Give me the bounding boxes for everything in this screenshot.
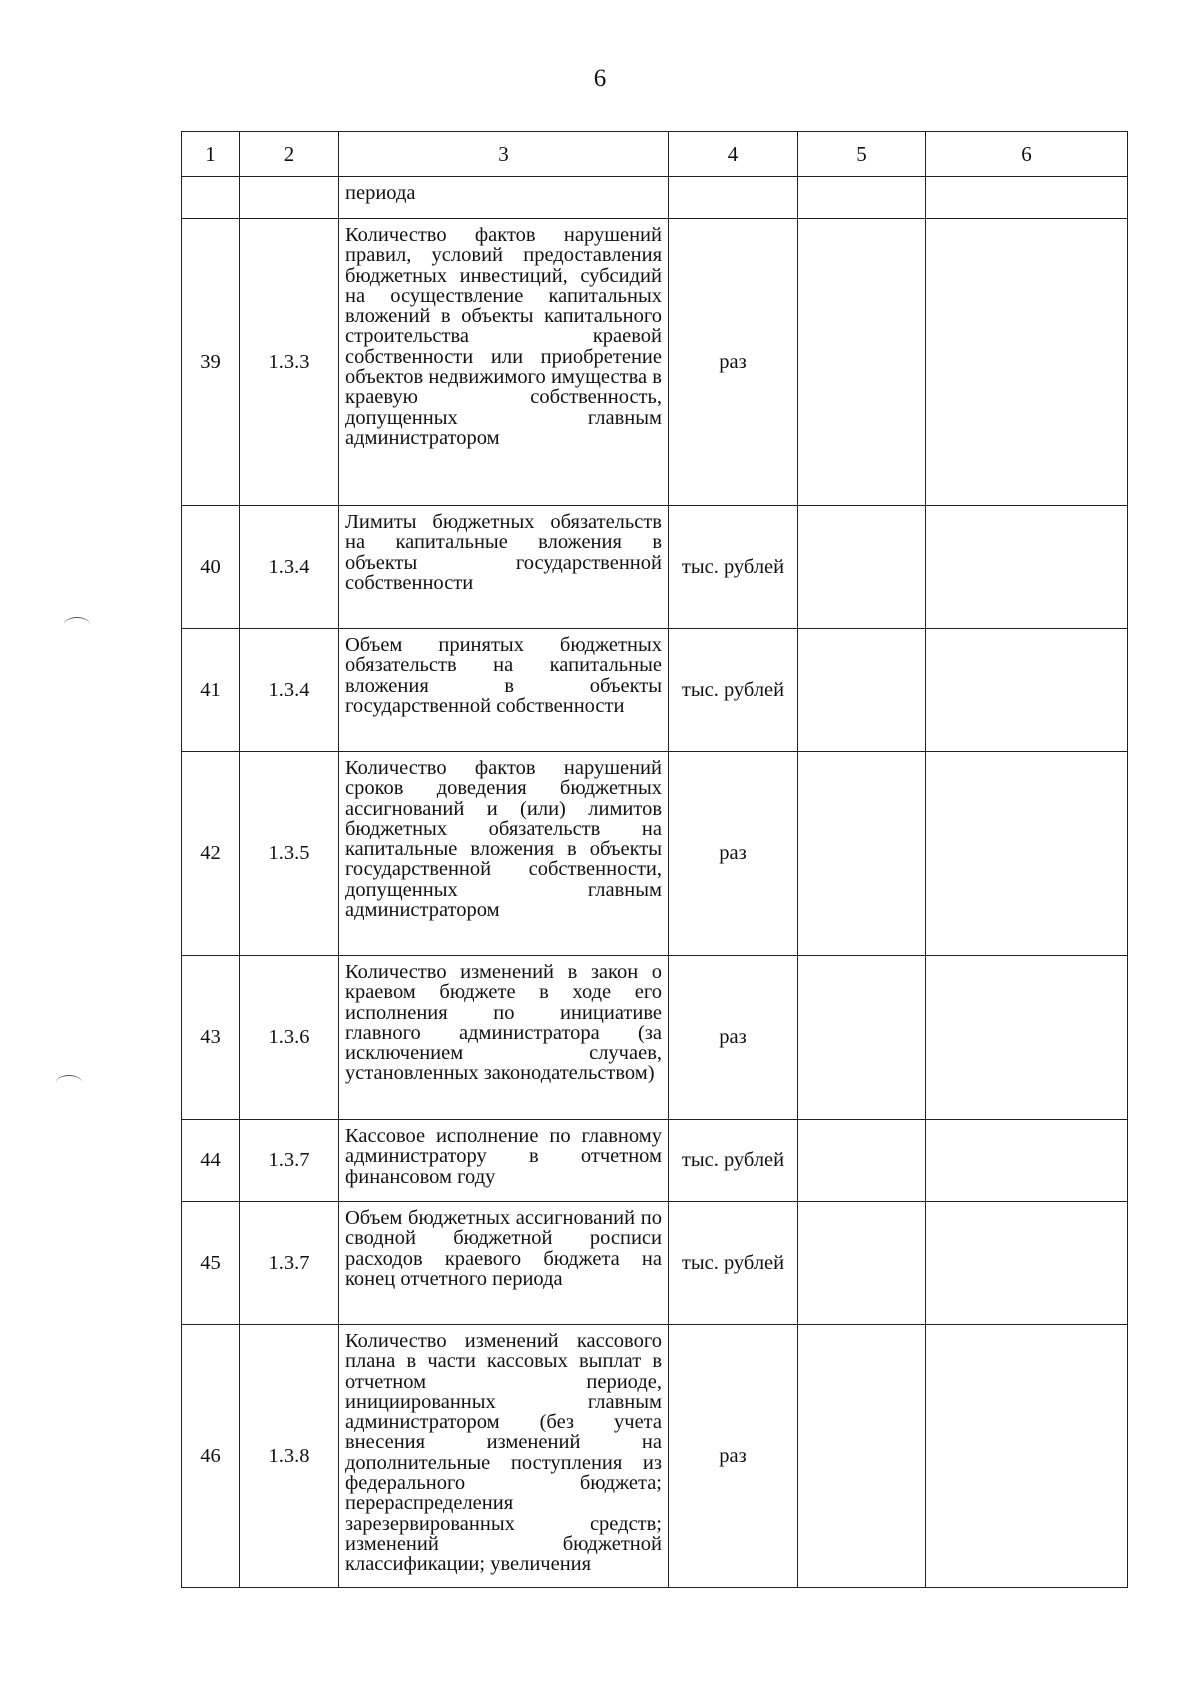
table-row: [182, 956, 1128, 1120]
row-description-cell: Количество изменений в закон о краевом бюджете в ходе его исполнения по инициативе главного администратора (за исключением случаев, установленных законодательством): [339, 956, 669, 1120]
row-number-cell: 45: [182, 1202, 240, 1325]
table-row: [182, 629, 1128, 752]
table-row: [182, 1202, 1128, 1325]
row-code-cell: 1.3.7: [240, 1202, 339, 1325]
table-row: [182, 177, 1128, 219]
row-value-cell: [926, 1202, 1128, 1325]
row-description-cell: Объем бюджетных ассигнований по сводной бюджетной росписи расходов краевого бюджета на конец отчетного периода: [339, 1202, 669, 1325]
row-number-cell: 46: [182, 1325, 240, 1588]
margin-mark: [56, 1075, 82, 1090]
row-value-cell: [926, 177, 1128, 219]
row-unit-cell: тыс. рублей: [669, 1202, 798, 1325]
table-row: [182, 1120, 1128, 1202]
row-value-cell: [798, 956, 926, 1120]
row-number-cell: 41: [182, 629, 240, 752]
row-value-cell: [798, 506, 926, 629]
header-cell: 5: [798, 132, 926, 177]
row-unit-cell: раз: [669, 219, 798, 506]
header-cell: 3: [339, 132, 669, 177]
row-code-cell: [240, 177, 339, 219]
row-value-cell: [926, 506, 1128, 629]
header-cell: 1: [182, 132, 240, 177]
row-description-cell: периода: [339, 177, 669, 219]
page-number: 6: [593, 65, 607, 92]
row-code-cell: 1.3.4: [240, 506, 339, 629]
row-description-cell: Количество изменений кассового плана в части кассовых выплат в отчетном периоде, инициированных главным администратором (без учета внесения изменений на дополнительные поступления из федерального бюджета; перераспределения зарезервированных средств; изменений бюджетной классификации; увеличения: [339, 1325, 669, 1588]
row-value-cell: [926, 956, 1128, 1120]
table-header-row: [182, 132, 1128, 177]
row-number-cell: 42: [182, 752, 240, 956]
row-unit-cell: раз: [669, 1325, 798, 1588]
row-value-cell: [926, 1325, 1128, 1588]
row-code-cell: 1.3.3: [240, 219, 339, 506]
row-value-cell: [926, 629, 1128, 752]
margin-mark: [64, 617, 90, 632]
row-value-cell: [926, 219, 1128, 506]
row-number-cell: 44: [182, 1120, 240, 1202]
row-code-cell: 1.3.8: [240, 1325, 339, 1588]
row-value-cell: [926, 1120, 1128, 1202]
row-unit-cell: [669, 177, 798, 219]
row-number-cell: [182, 177, 240, 219]
row-unit-cell: тыс. рублей: [669, 1120, 798, 1202]
row-value-cell: [798, 629, 926, 752]
table-row: [182, 219, 1128, 506]
row-unit-cell: тыс. рублей: [669, 506, 798, 629]
row-code-cell: 1.3.6: [240, 956, 339, 1120]
row-description-cell: Объем принятых бюджетных обязательств на капитальные вложения в объекты государственной собственности: [339, 629, 669, 752]
table-row: [182, 1325, 1128, 1588]
header-cell: 2: [240, 132, 339, 177]
row-number-cell: 39: [182, 219, 240, 506]
row-unit-cell: раз: [669, 956, 798, 1120]
table-row: [182, 752, 1128, 956]
row-value-cell: [798, 219, 926, 506]
row-code-cell: 1.3.7: [240, 1120, 339, 1202]
row-value-cell: [798, 1120, 926, 1202]
row-value-cell: [798, 1202, 926, 1325]
row-value-cell: [926, 752, 1128, 956]
row-unit-cell: раз: [669, 752, 798, 956]
row-code-cell: 1.3.4: [240, 629, 339, 752]
row-description-cell: Кассовое исполнение по главному администратору в отчетном финансовом году: [339, 1120, 669, 1202]
indicators-table: [181, 131, 1128, 1588]
row-value-cell: [798, 1325, 926, 1588]
row-value-cell: [798, 752, 926, 956]
table-row: [182, 506, 1128, 629]
row-description-cell: Количество фактов нарушений правил, условий предоставления бюджетных инвестиций, субсидий на осуществление капитальных вложений в объекты капитального строительства краевой собственности или приобретение объектов недвижимого имущества в краевую собственность, допущенных главным администратором: [339, 219, 669, 506]
row-code-cell: 1.3.5: [240, 752, 339, 956]
row-description-cell: Лимиты бюджетных обязательств на капитальные вложения в объекты государственной собственности: [339, 506, 669, 629]
row-number-cell: 40: [182, 506, 240, 629]
row-value-cell: [798, 177, 926, 219]
row-unit-cell: тыс. рублей: [669, 629, 798, 752]
row-description-cell: Количество фактов нарушений сроков доведения бюджетных ассигнований и (или) лимитов бюджетных обязательств на капитальные вложения в объекты государственной собственности, допущенных главным администратором: [339, 752, 669, 956]
row-number-cell: 43: [182, 956, 240, 1120]
header-cell: 6: [926, 132, 1128, 177]
header-cell: 4: [669, 132, 798, 177]
